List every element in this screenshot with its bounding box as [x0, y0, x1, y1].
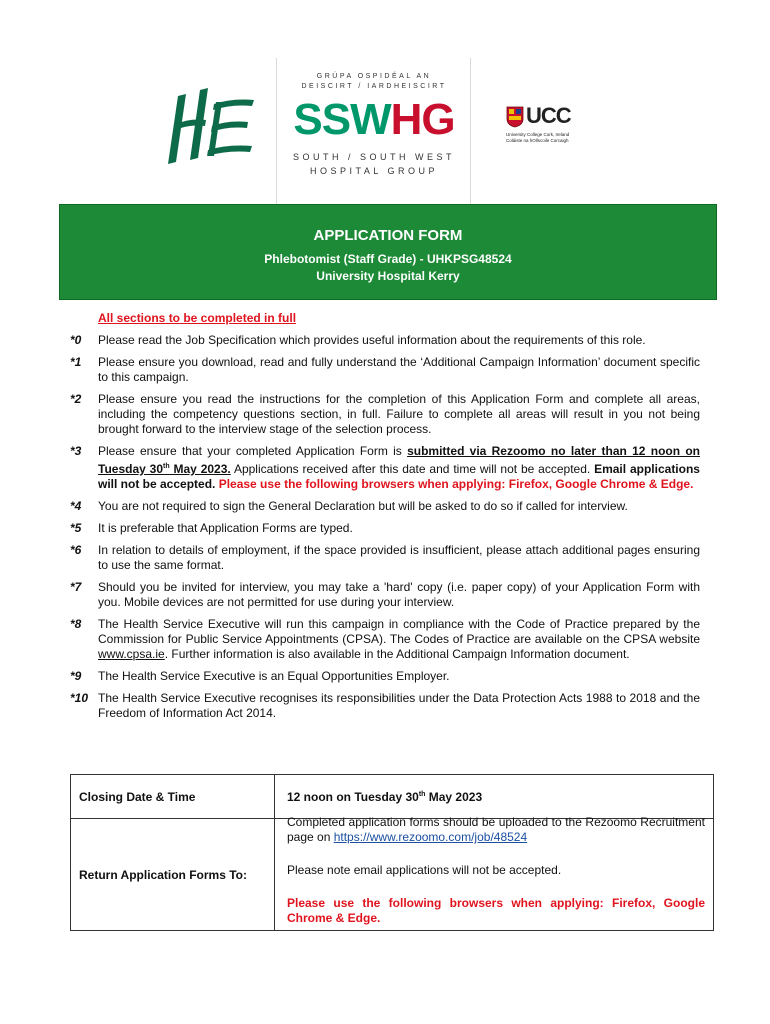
instruction-item: *8 The Health Service Executive will run this campaign in compliance with the Code of Practice prepared by the Commission for Public Service Appointments (CPSA). The Codes of Practice are available on the CPSA website www.cpsa.ie. Further information is also available in the Additional Campaign Information document. [70, 617, 700, 661]
instruction-item: *1 Please ensure you download, read and fully understand the ‘Additional Campaign Information’ document specific to this campaign. [70, 355, 700, 384]
table-row [71, 775, 714, 819]
ucc-subtitle-en: University College Cork, Ireland [506, 132, 570, 137]
closing-date-value: 12 noon on Tuesday 30th May 2023 [275, 775, 714, 819]
ucc-subtitle-ga: Coláiste na hOllscoile Corcaigh [506, 138, 569, 143]
form-title: APPLICATION FORM [313, 227, 463, 244]
instruction-item: *5 It is preferable that Application Forms are typed. [70, 521, 353, 535]
hse-logo [162, 84, 258, 172]
logo-divider-left [276, 58, 277, 204]
table-row [71, 819, 714, 931]
ucc-wordmark: UCC [526, 103, 571, 128]
instruction-item: *2 Please ensure you read the instructions for the completion of this Application Form and complete all areas, including the competency questions section, in full. Failure to complete all areas will result in you not being brought forward to the interview stage of the selection process. [70, 392, 700, 436]
instruction-item: *10 The Health Service Executive recognises its responsibilities under the Data Protection Acts 1988 to 2018 and the Freedom of Information Act 2014. [70, 691, 700, 720]
closing-info-table [70, 774, 714, 931]
rezoomo-link[interactable]: https://www.rezoomo.com/job/48524 [333, 830, 528, 844]
job-title: Phlebotomist (Staff Grade) - UHKPSG48524 [264, 252, 512, 266]
title-banner [59, 204, 717, 300]
return-forms-value [275, 815, 714, 931]
sswhg-irish-line1: GRÚPA OSPIDÉAL AN [316, 73, 432, 80]
email-note: Please note email applications will not be accepted. [287, 863, 562, 877]
instruction-item: *3 Please ensure that your completed Application Form is submitted via Rezoomo no later than 12 noon on Tuesday 30th May 2023. Applications received after this date and time will not be accepted. Email applications will not be accepted. Please use the following browsers when applying: Firefox, Google Chrome & Edge. [70, 444, 700, 491]
sswhg-english-line1: SOUTH / SOUTH WEST [293, 152, 455, 162]
sswhg-irish-line2: DEISCIRT / IARDHEISCIRT [301, 83, 447, 90]
sswhg-wordmark: SSWHG [293, 95, 455, 144]
instruction-item: *4 You are not required to sign the General Declaration but will be asked to do so if called for interview. [70, 499, 628, 513]
browser-note: Please use the following browsers when applying: Firefox, Google Chrome & Edge. [287, 896, 705, 925]
instruction-item: *6 In relation to details of employment, if the space provided is insufficient, please attach additional pages ensuring to use the same format. [70, 543, 700, 572]
instructions-list [70, 333, 700, 728]
instruction-item: *0 Please read the Job Specification which provides useful information about the requirements of this role. [70, 333, 646, 347]
logo-divider-right [470, 58, 471, 204]
header-logos [0, 58, 770, 204]
all-sections-notice: All sections to be completed in full [98, 311, 297, 325]
instruction-item: *9 The Health Service Executive is an Equal Opportunities Employer. [70, 669, 450, 683]
instruction-item: *7 Should you be invited for interview, you may take a 'hard' copy (i.e. paper copy) of your Application Form with you. Mobile devices are not permitted for use during your interview. [70, 580, 700, 609]
ucc-logo [506, 104, 586, 148]
hospital-name: University Hospital Kerry [316, 269, 460, 283]
sswhg-logo [280, 72, 468, 178]
closing-date-label: Closing Date & Time [71, 775, 275, 819]
sswhg-english-line2: HOSPITAL GROUP [309, 166, 438, 176]
return-forms-label: Return Application Forms To: [71, 819, 275, 931]
cpsa-link[interactable]: www.cpsa.ie [98, 647, 165, 661]
upload-instructions: Completed application forms should be uploaded to the Rezoomo Recruitment page on https://www.rezoomo.com/job/48524 [287, 815, 705, 844]
ucc-crest-icon [506, 106, 524, 128]
